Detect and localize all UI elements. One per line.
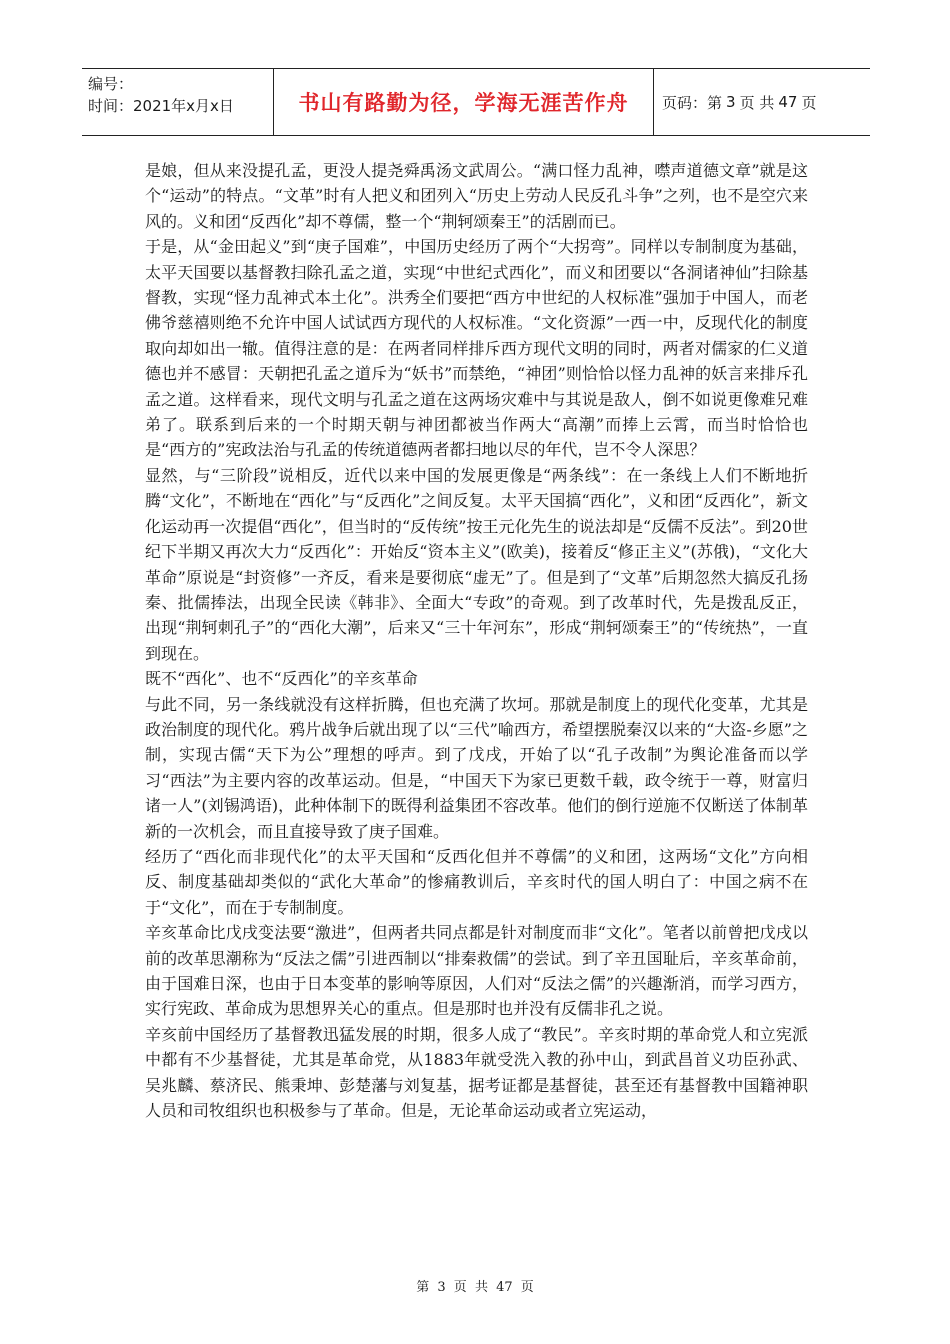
paragraph-3: 显然，与“三阶段”说相反，近代以来中国的发展更像是“两条线”：在一条线上人们不断地折腾“文化”，不断地在“西化”与“反西化”之间反复。太平天国搞“西化”，义和团“反西化”，新文化运动再一次提倡“西化”，但当时的“反传统”按王元化先生的说法却是“反儒不反法”。到20世纪下半期又再次大力“反西化”：开始反“资本主义”(欧美)，接着反“修正主义”(苏俄)，“文化大革命”原说是“封资修”一齐反，看来是要彻底“虚无”了。但是到了“文革”后期忽然大搞反孔扬秦、批儒捧法，出现全民读《韩非》、全面大“专政”的奇观。到了改革时代，先是拨乱反正，出现“荆轲刺孔子”的“西化大潮”，后来又“三十年河东”，形成“荆轲颂秦王”的“传统热”，一直到现在。 <box>145 465 808 663</box>
document-body <box>145 158 808 1123</box>
paragraph-4: 与此不同，另一条线就没有这样折腾，但也充满了坎坷。那就是制度上的现代化变革，尤其是政治制度的现代化。鸦片战争后就出现了以“三代”喻西方，希望摆脱秦汉以来的“大盗-乡愿”之制，实现古儒“天下为公”理想的呼声。到了戊戌，开始了以“孔子改制”为舆论准备而以学习“西法”为主要内容的改革运动。但是，“中国天下为家已更数千载，政令统于一尊，财富归诸一人”(刘锡鸿语)，此种体制下的既得利益集团不容改革。他们的倒行逆施不仅断送了体制革新的一次机会，而且直接导致了庚子国难。 <box>145 694 808 841</box>
header-motto: 书山有路勤为径，学海无涯苦作舟 <box>274 69 654 135</box>
paragraph-5: 经历了“西化而非现代化”的太平天国和“反西化但并不尊儒”的义和团，这两场“文化”方向相反、制度基础却类似的“武化大革命”的惨痛教训后，辛亥时代的国人明白了：中国之病不在于“文化”，而在于专制制度。 <box>145 846 808 917</box>
footer-prefix: 第 <box>416 1280 430 1295</box>
section-heading: 既不“西化”、也不“反西化”的辛亥革命 <box>145 669 418 689</box>
footer-page-number: 3 <box>437 1280 446 1295</box>
page-header <box>82 68 870 136</box>
paragraph-1: 是娘，但从来没提孔孟，更没人提尧舜禹汤文武周公。“满口怪力乱神，噤声道德文章”就是这个“运动”的特点。“文革”时有人把义和团列入“历史上劳动人民反孔斗争”之列，也不是空穴来风的。义和团“反西化”却不尊儒，整一个“荆轲颂秦王”的活剧而已。 <box>145 161 808 231</box>
page-number: 3 <box>726 93 736 111</box>
date-label: 时间：2021年x月x日 <box>88 97 234 115</box>
header-page-indicator <box>654 69 870 135</box>
paragraph-6: 辛亥革命比戊戌变法要“激进”，但两者共同点都是针对制度而非“文化”。笔者以前曾把戊戌以前的改革思潮称为“反法之儒”引进西制以“排秦救儒”的尝试。到了辛丑国耻后，辛亥革命前，由于国难日深，也由于日本变革的影响等原因，人们对“反法之儒”的兴趣渐消，而学习西方，实行宪政、革命成为思想界关心的重点。但是那时也并没有反儒非孔之说。 <box>145 923 808 1019</box>
footer-suffix: 页 <box>520 1280 534 1295</box>
serial-label: 编号： <box>88 75 134 93</box>
paragraph-7: 辛亥前中国经历了基督教迅猛发展的时期，很多人成了“教民”。辛亥时期的革命党人和立宪派中都有不少基督徒，尤其是革命党，从1883年就受洗入教的孙中山，到武昌首义功臣孙武、吴兆麟、蔡济民、熊秉坤、彭楚藩与刘复基，据考证都是基督徒，甚至还有基督教中国籍神职人员和司牧组织也积极参与了革命。但是，无论革命运动或者立宪运动， <box>145 1024 808 1121</box>
paragraph-2: 于是，从“金田起义”到“庚子国难”，中国历史经历了两个“大拐弯”。同样以专制制度为基础，太平天国要以基督教扫除孔孟之道，实现“中世纪式西化”，而义和团要以“各洞诸神仙”扫除基督教，实现“怪力乱神式本土化”。洪秀全们要把“西方中世纪的人权标准”强加于中国人，而老佛爷慈禧则绝不允许中国人试试西方现代的人权标准。“文化资源”一西一中，反现代化的制度取向却如出一辙。值得注意的是：在两者同样排斥西方现代文明的同时，两者对儒家的仁义道德也并不感冒：天朝把孔孟之道斥为“妖书”而禁绝，“神团”则恰恰以怪力乱神的妖言来排斥孔孟之道。这样看来，现代文明与孔孟之道在这两场灾难中与其说是敌人，倒不如说更像难兄难弟了。联系到后来的一个时期天朝与神团都被当作两大“高潮”而捧上云霄，而当时恰恰也是“西方的”宪政法治与孔孟的传统道德两者都扫地以尽的年代，岂不令人深思？ <box>145 237 808 460</box>
footer-mid1: 页 <box>453 1280 467 1295</box>
page-prefix: 页码：第 <box>662 93 723 112</box>
footer-total: 47 <box>496 1280 513 1295</box>
page-mid: 页 共 <box>739 93 775 112</box>
page-total: 47 <box>778 93 798 111</box>
footer-mid2: 共 <box>474 1280 488 1295</box>
page-footer <box>0 1276 950 1295</box>
page-suffix: 页 <box>801 93 817 112</box>
header-meta <box>82 69 274 135</box>
